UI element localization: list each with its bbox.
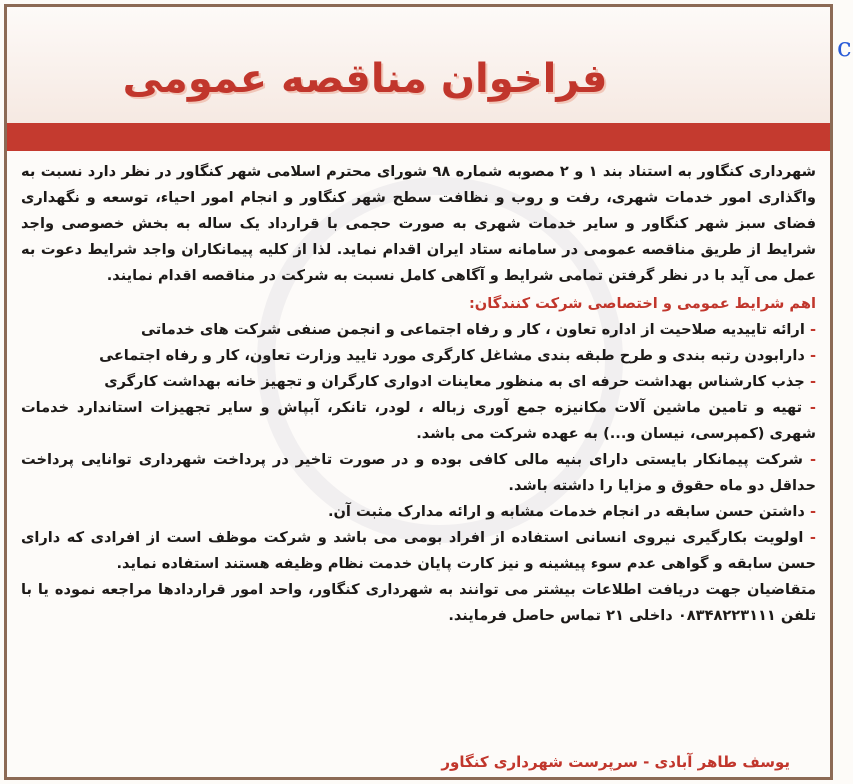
condition-item: - داشتن حسن سابقه در انجام خدمات مشابه و ارائه مدارک مثبت آن. — [327, 503, 816, 520]
condition-item: - شرکت پیمانکار بایستی دارای بنیه مالی کافی بوده و در صورت تاخیر در پرداخت شهرداری توانایی پرداخت حداقل دو ماه حقوق و مزایا را داشته باشد. — [21, 451, 816, 494]
tender-advertisement — [4, 4, 833, 780]
red-divider-band — [7, 123, 830, 151]
blue-pen-mark: c — [837, 33, 852, 63]
condition-item: - تهیه و تامین ماشین آلات مکانیزه جمع آوری زباله ، لودر، تانکر، آبپاش و سایر تجهیزات استاندارد خدمات شهری (کمپرسی، نیسان و...) به عهده شرکت می باشد. — [21, 399, 816, 442]
ad-title: فراخوان مناقصه عمومی — [122, 56, 608, 102]
conditions-heading: اهم شرایط عمومی و اختصاصی شرکت کنندگان: — [468, 295, 816, 312]
condition-item: - اولویت بکارگیری نیروی انسانی استفاده از افراد بومی می باشد و شرکت موظف است از افرادی که دارای حسن سابقه و گواهی عدم سوء پیشینه و نیز کارت پایان خدمت نظام وظیفه هستند استفاده نماید. — [21, 529, 816, 572]
condition-item: - دارابودن رتبه بندی و طرح طبقه بندی مشاغل کارگری مورد تایید وزارت تعاون، کار و رفاه اجتماعی — [99, 347, 816, 364]
condition-item: - جذب کارشناس بهداشت حرفه ای به منظور معاینات ادواری کارگران و تجهیز خانه بهداشت کارگری — [104, 373, 816, 390]
signature-line: یوسف طاهر آبادی - سرپرست شهرداری کنگاور — [441, 753, 790, 771]
ad-body — [21, 159, 816, 629]
intro-paragraph: شهرداری کنگاور به استناد بند ۱ و ۲ مصوبه شماره ۹۸ شورای محترم اسلامی شهر کنگاور در نظر دارد نسبت به واگذاری امور خدمات شهری، رفت و روب و نظافت سطح شهر کنگاور و انجام امور احیاء، توسعه و نگهداری فضای سبز شهر کنگاور و سایر خدمات شهری به صورت حجمی با قرارداد یک ساله به بخش خصوصی واجد شرایط از طریق مناقصه عمومی در سامانه ستاد ایران اقدام نماید. لذا از کلیه پیمانکاران واجد شرایط دعوت به عمل می آید با در نظر گرفتن تمامی شرایط و آگاهی کامل نسبت به شرکت در مناقصه اقدام نمایند. — [21, 163, 816, 284]
contact-paragraph: متقاضیان جهت دریافت اطلاعات بیشتر می توانند به شهرداری کنگاور، واحد امور قراردادها مراجعه نموده یا با تلفن ۰۸۳۴۸۲۲۳۱۱۱ داخلی ۲۱ تماس حاصل فرمایند. — [21, 581, 816, 624]
condition-item: - ارائه تاییدیه صلاحیت از اداره تعاون ، کار و رفاه اجتماعی و انجمن صنفی شرکت های خدماتی — [141, 321, 816, 338]
